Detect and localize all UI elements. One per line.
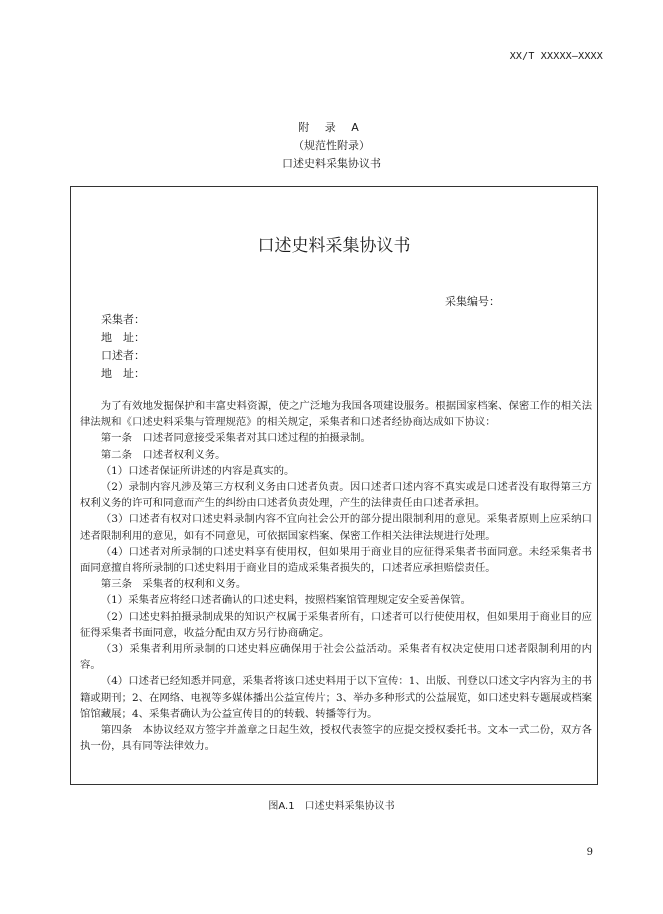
paragraph-article-1: 第一条 口述者同意接受采集者对其口述过程的拍摄录制。 — [100, 432, 371, 445]
party-fields — [101, 311, 145, 383]
figure-caption: 图A.1 口述史料采集协议书 — [268, 801, 395, 812]
paragraph-article-4: 第四条 本协议经双方签字并盖章之日起生效，授权代表签字的应提交授权委托书。文本一式二份，双方各执一份，具有同等法律效力。 — [80, 724, 592, 753]
agreement-form-frame — [70, 186, 598, 785]
agreement-body — [80, 398, 592, 754]
appendix-type: （规范性附录） — [293, 139, 370, 152]
collection-number-label: 采集编号： — [445, 295, 500, 308]
paragraph-article-2-item-3: （3）口述者有权对口述史料录制内容不宜向社会公开的部分提出限制利用的意见。采集者原则上应采纳口述者限制利用的意见，如有不同意见，可依据国家档案、保密工作相关法律法规进行处理。 — [80, 513, 592, 542]
appendix-title: 附 录 A — [298, 121, 365, 134]
field-narrator-address: 地 址： — [101, 367, 145, 380]
appendix-subject: 口述史料采集协议书 — [282, 157, 381, 170]
form-title: 口述史料采集协议书 — [257, 236, 411, 256]
paragraph-article-3-item-3: （3）采集者利用所录制的口述史料应确保用于社会公益活动。采集者有权决定使用口述者限制利用的内容。 — [80, 643, 592, 672]
paragraph-article-2-item-4: （4）口述者对所录制的口述史料享有使用权，但如果用于商业目的应征得采集者书面同意。未经采集者书面同意擅自将所录制的口述史料用于商业目的造成采集者损失的，口述者应承担赔偿责任。 — [80, 545, 592, 575]
paragraph-preamble: 为了有效地发掘保护和丰富史料资源，使之广泛地为我国各项建设服务。根据国家档案、保密工作的相关法律法规和《口述史料采集与管理规范》的相关规定，采集者和口述者经协商达成如下协议： — [80, 400, 592, 429]
field-narrator: 口述者： — [101, 349, 145, 362]
field-collector-address: 地 址： — [101, 331, 145, 344]
page-number: 9 — [586, 847, 593, 858]
paragraph-article-3-item-1: （1）采集者应将经口述者确认的口述史料，按照档案馆管理规定安全妥善保管。 — [100, 594, 472, 607]
paragraph-article-2-item-1: （1）口述者保证所讲述的内容是真实的。 — [100, 464, 295, 477]
paragraph-article-2-item-2: （2）录制内容凡涉及第三方权利义务由口述者负责。因口述者口述内容不真实或是口述者没有取得第三方权利义务的许可和同意而产生的纠纷由口述者负责处理，产生的法律责任由口述者承担。 — [80, 481, 592, 510]
document-code: XX/T XXXXX—XXXX — [509, 51, 603, 62]
field-collector: 采集者： — [101, 313, 145, 326]
paragraph-article-3-item-2: （2）口述史料拍摄录制成果的知识产权属于采集者所有，口述者可以行使使用权，但如果用于商业目的应征得采集者书面同意，收益分配由双方另行协商确定。 — [80, 610, 592, 639]
paragraph-article-3: 第三条 采集者的权利和义务。 — [100, 578, 247, 591]
paragraph-article-2: 第二条 口述者权利义务。 — [100, 448, 226, 461]
paragraph-article-3-item-4: （4）口述者已经知悉并同意，采集者将该口述史料用于以下宣传：1、出版、刊登以口述文字内容为主的书籍或期刊；2、在网络、电视等多媒体播出公益宣传片；3、举办多种形式的公益展览，如口述史料专题展或档案馆馆藏展；4、采集者确认为公益宣传目的的转载、转播等行为。 — [80, 675, 592, 720]
